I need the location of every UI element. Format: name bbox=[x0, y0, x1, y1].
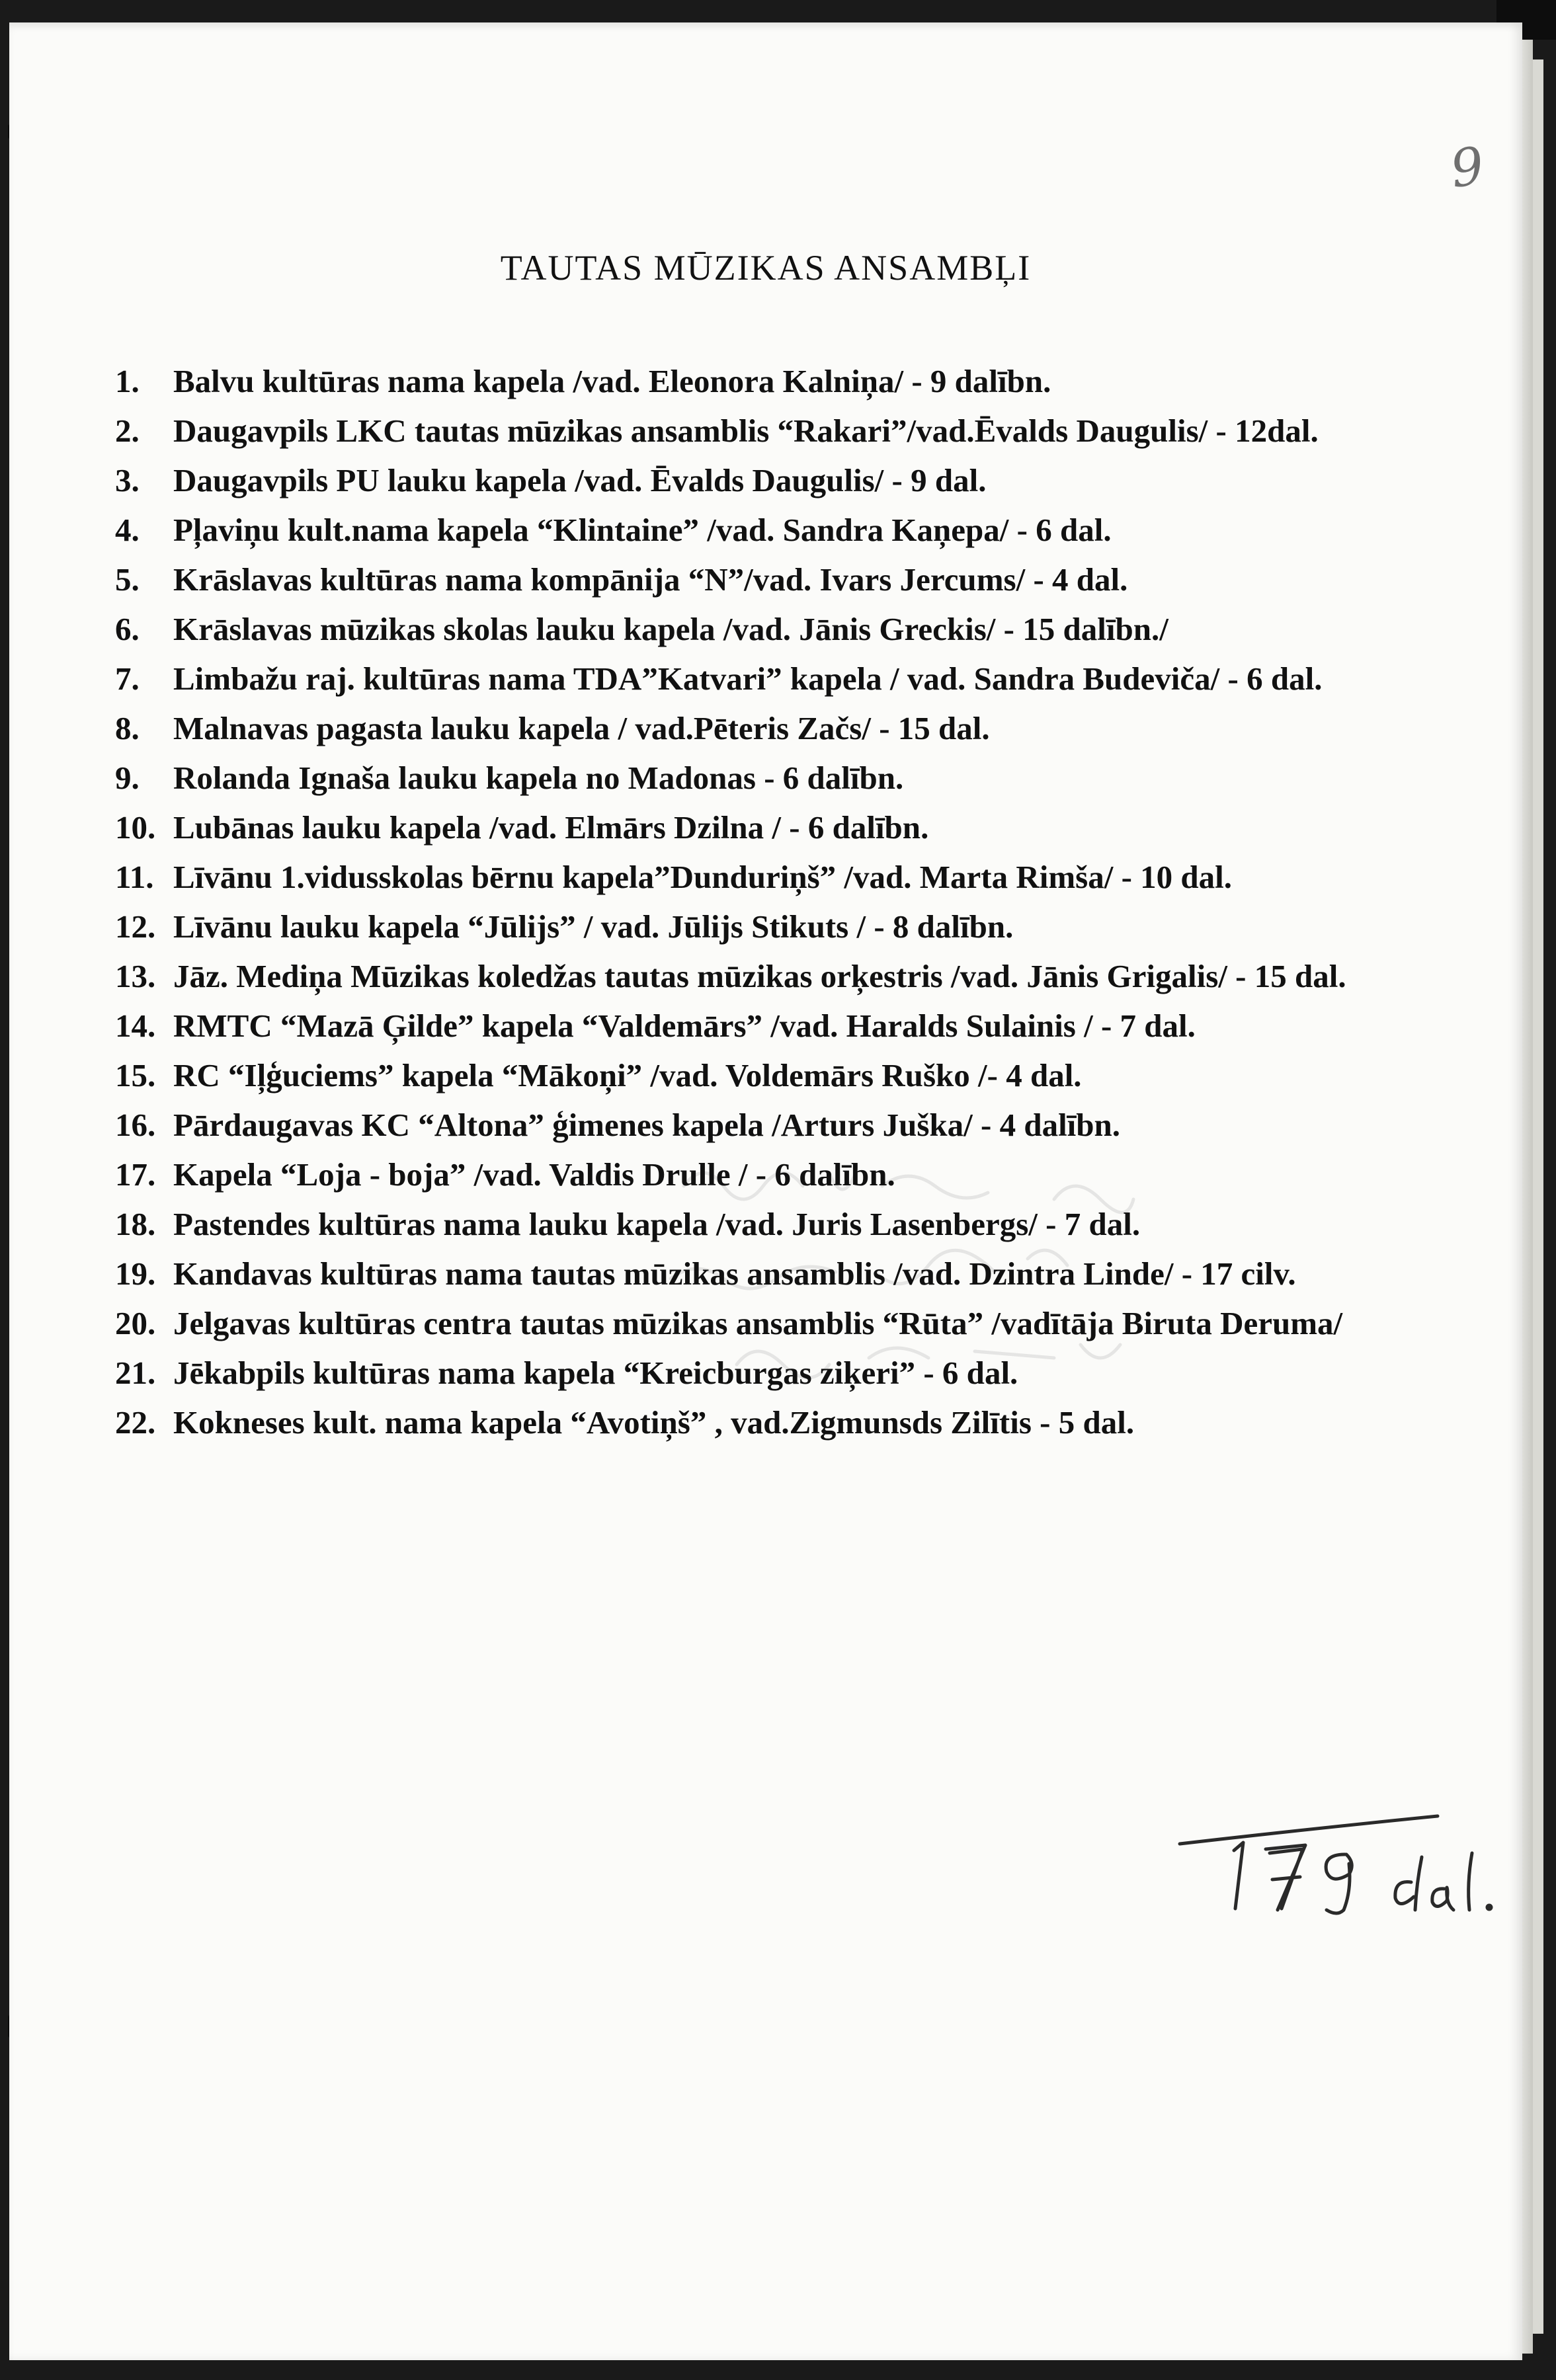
item-text: Jelgavas kultūras centra tautas mūzikas ansamblis “Rūta” /vadītāja Biruta Deruma/ bbox=[173, 1305, 1343, 1341]
item-number: 22. bbox=[115, 1404, 156, 1441]
item-text: Kapela “Loja - boja” /vad. Valdis Drulle / - 6 dalībn. bbox=[173, 1156, 895, 1193]
item-number: 11. bbox=[115, 859, 154, 895]
item-text: RMTC “Mazā Ģilde” kapela “Valdemārs” /vad. Haralds Sulainis / - 7 dal. bbox=[173, 1008, 1196, 1044]
list-item bbox=[115, 1001, 1372, 1051]
list-item bbox=[115, 1199, 1372, 1249]
item-number: 4. bbox=[115, 512, 140, 548]
list-item bbox=[115, 902, 1372, 951]
item-text: Daugavpils PU lauku kapela /vad. Ēvalds Daugulis/ - 9 dal. bbox=[173, 462, 987, 498]
list-item bbox=[115, 356, 1372, 406]
item-text: Jāz. Mediņa Mūzikas koledžas tautas mūzikas orķestris /vad. Jānis Grigalis/ - 15 dal. bbox=[173, 958, 1346, 994]
list-item bbox=[115, 654, 1372, 703]
ensemble-list bbox=[115, 356, 1372, 1447]
list-item bbox=[115, 1150, 1372, 1199]
item-number: 15. bbox=[115, 1057, 156, 1093]
item-text: Līvānu 1.vidusskolas bērnu kapela”Dunduriņš” /vad. Marta Rimša/ - 10 dal. bbox=[173, 859, 1233, 895]
item-text: Kandavas kultūras nama tautas mūzikas ansamblis /vad. Dzintra Linde/ - 17 cilv. bbox=[173, 1255, 1296, 1292]
item-number: 14. bbox=[115, 1008, 156, 1044]
list-item bbox=[115, 1298, 1372, 1348]
item-number: 2. bbox=[115, 413, 140, 449]
list-item bbox=[115, 753, 1372, 803]
item-text: Daugavpils LKC tautas mūzikas ansamblis “Rakari”/vad.Ēvalds Daugulis/ - 12dal. bbox=[173, 413, 1319, 449]
item-number: 18. bbox=[115, 1206, 156, 1242]
item-text: Lubānas lauku kapela /vad. Elmārs Dzilna / - 6 dalībn. bbox=[173, 809, 929, 846]
item-number: 19. bbox=[115, 1255, 156, 1292]
item-number: 1. bbox=[115, 363, 140, 399]
list-item bbox=[115, 852, 1372, 902]
handwritten-total bbox=[1173, 1811, 1543, 1917]
item-number: 6. bbox=[115, 611, 140, 647]
item-number: 7. bbox=[115, 660, 140, 697]
item-text: RC “Iļģuciems” kapela “Mākoņi” /vad. Voldemārs Ruško /- 4 dal. bbox=[173, 1057, 1082, 1093]
list-item bbox=[115, 406, 1372, 456]
item-text: Krāslavas kultūras nama kompānija “N”/vad. Ivars Jercums/ - 4 dal. bbox=[173, 561, 1128, 598]
item-text: Rolanda Ignaša lauku kapela no Madonas - 6 dalībn. bbox=[173, 760, 904, 796]
item-number: 9. bbox=[115, 760, 140, 796]
item-text: Jēkabpils kultūras nama kapela “Kreicburgas ziķeri” - 6 dal. bbox=[173, 1355, 1018, 1391]
item-text: Pļaviņu kult.nama kapela “Klintaine” /vad. Sandra Kaņepa/ - 6 dal. bbox=[173, 512, 1112, 548]
item-number: 13. bbox=[115, 958, 156, 994]
list-item bbox=[115, 1051, 1372, 1100]
item-number: 3. bbox=[115, 462, 140, 498]
item-text: Pārdaugavas KC “Altona” ģimenes kapela /Arturs Juška/ - 4 dalībn. bbox=[173, 1107, 1121, 1143]
item-text: Kokneses kult. nama kapela “Avotiņš” , vad.Zigmunsds Zilītis - 5 dal. bbox=[173, 1404, 1135, 1441]
list-item bbox=[115, 1249, 1372, 1298]
item-number: 16. bbox=[115, 1107, 156, 1143]
list-item bbox=[115, 604, 1372, 654]
list-item bbox=[115, 951, 1372, 1001]
list-item bbox=[115, 1100, 1372, 1150]
document-title: TAUTAS MŪZIKAS ANSAMBĻI bbox=[500, 248, 1032, 288]
item-number: 17. bbox=[115, 1156, 156, 1193]
page-number: 9 bbox=[1446, 136, 1488, 200]
item-number: 8. bbox=[115, 710, 140, 746]
list-item bbox=[115, 703, 1372, 753]
item-text: Balvu kultūras nama kapela /vad. Eleonora Kalniņa/ - 9 dalībn. bbox=[173, 363, 1051, 399]
item-number: 5. bbox=[115, 561, 140, 598]
list-item bbox=[115, 456, 1372, 505]
item-number: 20. bbox=[115, 1305, 156, 1341]
item-text: Malnavas pagasta lauku kapela / vad.Pēteris Začs/ - 15 dal. bbox=[173, 710, 990, 746]
item-text: Limbažu raj. kultūras nama TDA”Katvari” kapela / vad. Sandra Budeviča/ - 6 dal. bbox=[173, 660, 1323, 697]
item-text: Līvānu lauku kapela “Jūlijs” / vad. Jūlijs Stikuts / - 8 dalībn. bbox=[173, 908, 1014, 945]
item-text: Pastendes kultūras nama lauku kapela /vad. Juris Lasenbergs/ - 7 dal. bbox=[173, 1206, 1141, 1242]
list-item bbox=[115, 803, 1372, 852]
item-text: Krāslavas mūzikas skolas lauku kapela /vad. Jānis Greckis/ - 15 dalībn./ bbox=[173, 611, 1168, 647]
item-number: 12. bbox=[115, 908, 156, 945]
item-number: 21. bbox=[115, 1355, 156, 1391]
list-item bbox=[115, 505, 1372, 555]
document-page bbox=[9, 22, 1522, 2360]
paper-edge-underlay bbox=[1533, 60, 1543, 2334]
list-item bbox=[115, 1348, 1372, 1398]
list-item bbox=[115, 1398, 1372, 1447]
list-item bbox=[115, 555, 1372, 604]
item-number: 10. bbox=[115, 809, 156, 846]
